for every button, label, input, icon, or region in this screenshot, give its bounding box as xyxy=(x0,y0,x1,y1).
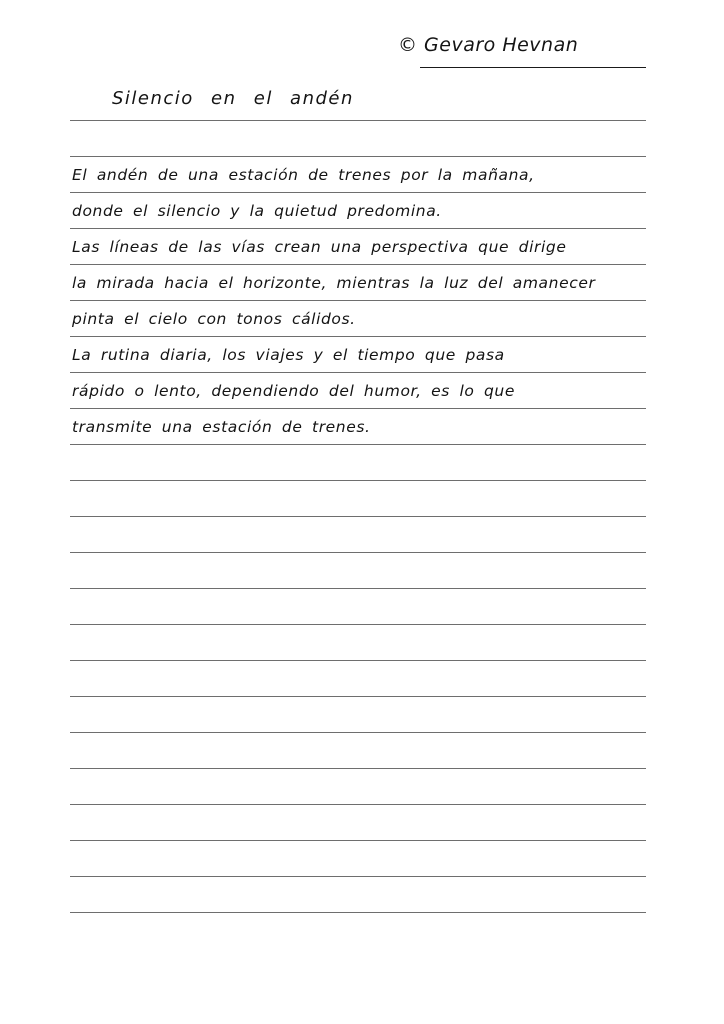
text-line-7: rápido o lento, dependiendo del humor, es lo que xyxy=(72,382,515,400)
ruled-line xyxy=(70,480,646,481)
ruled-line xyxy=(70,552,646,553)
text-line-1: El andén de una estación de trenes por la mañana, xyxy=(72,166,535,184)
ruled-line xyxy=(70,624,646,625)
ruled-line xyxy=(70,516,646,517)
ruled-line xyxy=(70,732,646,733)
ruled-line xyxy=(70,876,646,877)
text-line-6: La rutina diaria, los viajes y el tiempo que pasa xyxy=(72,346,505,364)
ruled-line xyxy=(70,768,646,769)
ruled-line xyxy=(70,300,646,301)
text-line-2: donde el silencio y la quietud predomina. xyxy=(72,202,442,220)
text-line-8: transmite una estación de trenes. xyxy=(72,418,371,436)
ruled-line xyxy=(70,336,646,337)
ruled-line xyxy=(70,696,646,697)
author-signature: © Gevaro Hevnan xyxy=(398,34,579,56)
ruled-line xyxy=(70,264,646,265)
ruled-line xyxy=(70,372,646,373)
ruled-line xyxy=(70,408,646,409)
ruled-line xyxy=(70,660,646,661)
ruled-line xyxy=(70,228,646,229)
ruled-line xyxy=(70,120,646,121)
ruled-line xyxy=(70,840,646,841)
ruled-line xyxy=(70,588,646,589)
ruled-line xyxy=(70,156,646,157)
text-line-5: pinta el cielo con tonos cálidos. xyxy=(72,310,356,328)
signature-underline xyxy=(420,67,646,68)
ruled-line xyxy=(70,192,646,193)
ruled-line xyxy=(70,444,646,445)
ruled-line xyxy=(70,804,646,805)
text-line-3: Las líneas de las vías crean una perspectiva que dirige xyxy=(72,238,567,256)
page-title: Silencio en el andén xyxy=(112,88,354,109)
text-line-4: la mirada hacia el horizonte, mientras la luz del amanecer xyxy=(72,274,596,292)
ruled-line xyxy=(70,912,646,913)
